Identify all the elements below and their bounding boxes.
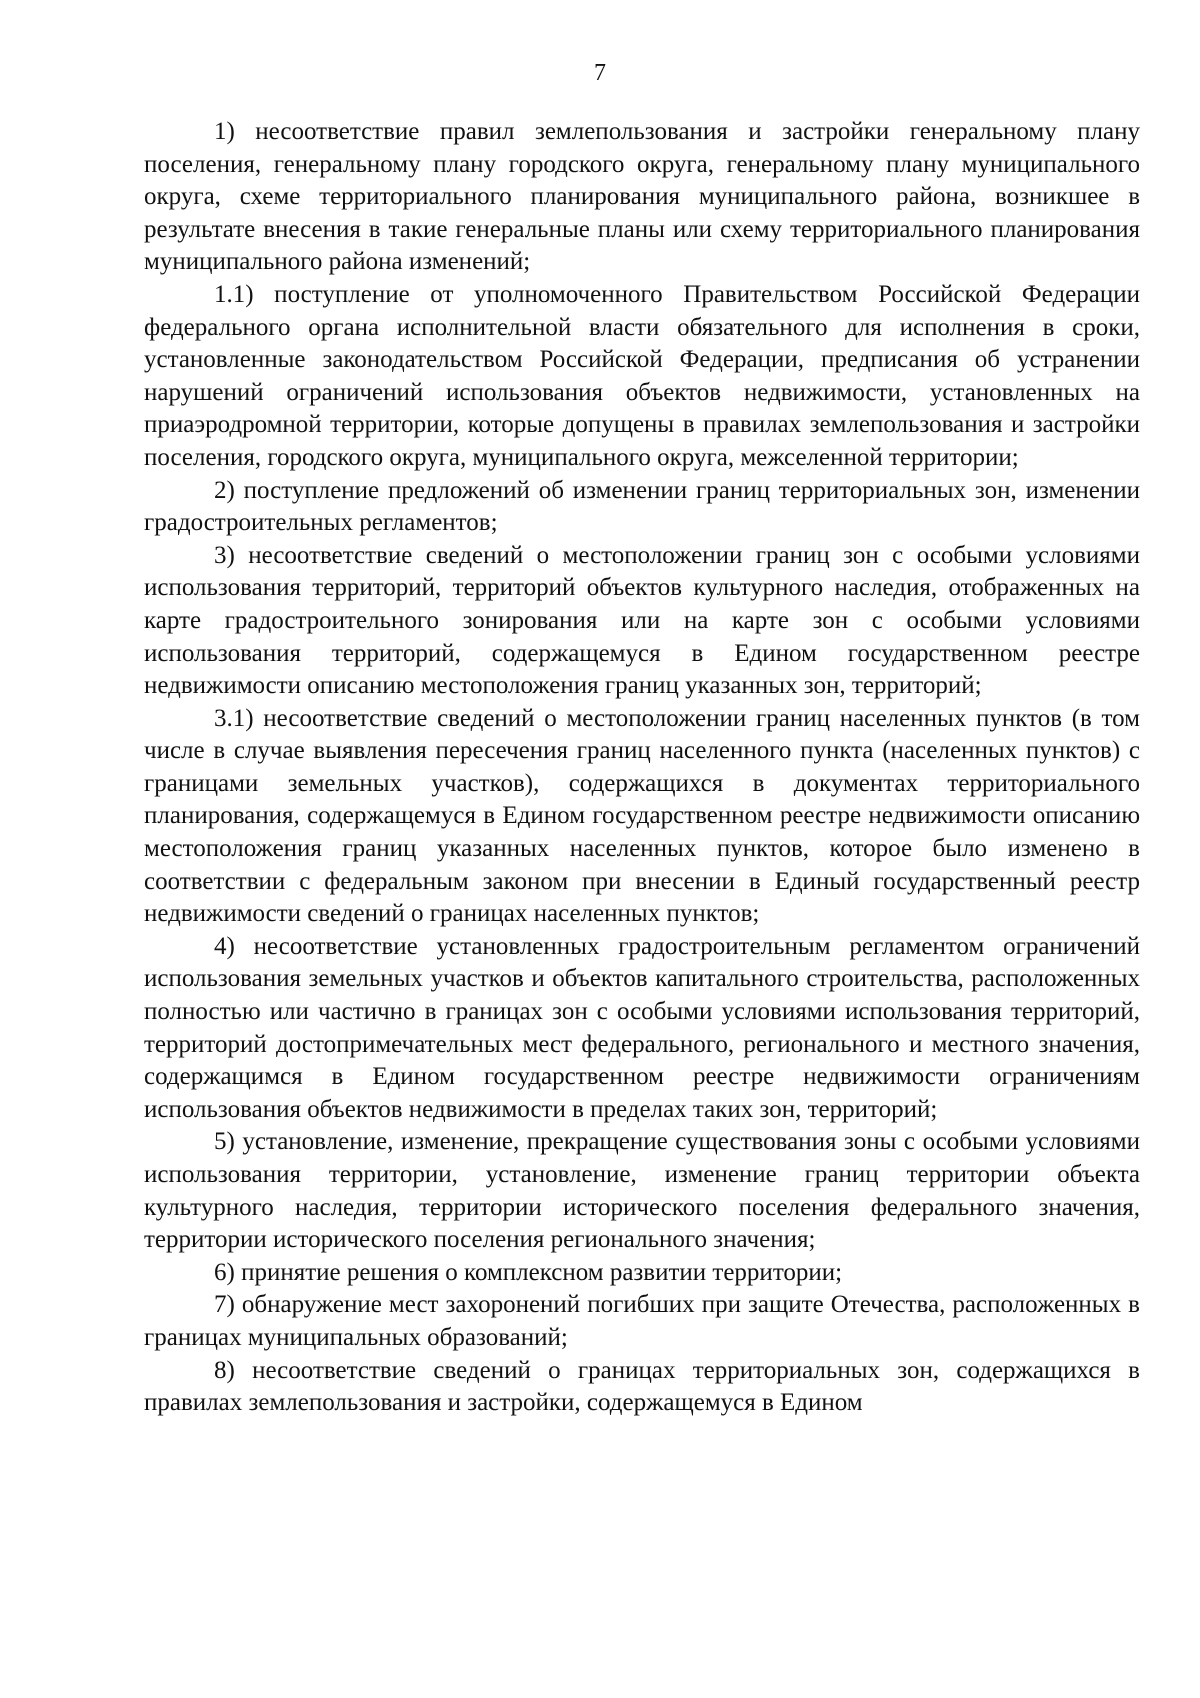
paragraph-item-8: 8) несоответствие сведений о границах территориальных зон, содержащихся в правилах землепользования и застройки, содержащемуся в Едином	[144, 1356, 1140, 1417]
paragraph-item-1-1: 1.1) поступление от уполномоченного Правительством Российской Федерации федерального органа исполнительной власти обязательного для исполнения в сроки, установленные законодательством Российской Федерации, предписания об устранении нарушений ограничений использования объектов недвижимости, установленных на приаэродромной территории, которые допущены в правилах землепользования и застройки поселения, городского округа, муниципального округа, межселенной территории;	[144, 280, 1140, 471]
paragraph-item-3: 3) несоответствие сведений о местоположении границ зон с особыми условиями использования территорий, территорий объектов культурного наследия, отображенных на карте градостроительного зонирования или на карте зон с особыми условиями использования территорий, содержащемуся в Едином государственном реестре недвижимости описанию местоположения границ указанных зон, территорий;	[144, 541, 1140, 700]
page-number: 7	[594, 60, 606, 86]
paragraph-item-4: 4) несоответствие установленных градостроительным регламентом ограничений использования земельных участков и объектов капитального строительства, расположенных полностью или частично в границах зон с особыми условиями использования территорий, территорий достопримечательных мест федерального, регионального и местного значения, содержащимся в Едином государственном реестре недвижимости ограничениям использования объектов недвижимости в пределах таких зон, территорий;	[144, 932, 1140, 1123]
paragraph-item-7: 7) обнаружение мест захоронений погибших при защите Отечества, расположенных в границах муниципальных образований;	[144, 1291, 1140, 1351]
paragraph-item-2: 2) поступление предложений об изменении границ территориальных зон, изменении градостроительных регламентов;	[144, 476, 1140, 537]
paragraph-item-5: 5) установление, изменение, прекращение существования зоны с особыми условиями использования территории, установление, изменение границ территории объекта культурного наследия, территории исторического поселения федерального значения, территории исторического поселения регионального значения;	[144, 1128, 1140, 1254]
paragraph-item-3-1: 3.1) несоответствие сведений о местоположении границ населенных пунктов (в том числе в случае выявления пересечения границ населенного пункта (населенных пунктов) с границами земельных участков), содержащихся в документах территориального планирования, содержащемуся в Едином государственном реестре недвижимости описанию местоположения границ указанных населенных пунктов, которое было изменено в соответствии с федеральным законом при внесении в Единый государственный реестр недвижимости сведений о границах населенных пунктов;	[144, 704, 1140, 928]
paragraph-item-6: 6) принятие решения о комплексном развитии территории;	[214, 1258, 843, 1286]
document-body	[144, 116, 1140, 1420]
paragraph-item-1: 1) несоответствие правил землепользования и застройки генеральному плану поселения, генеральному плану городского округа, генеральному плану муниципального округа, схеме территориального планирования муниципального района, возникшее в результате внесения в такие генеральные планы или схему территориального планирования муниципального района изменений;	[144, 118, 1140, 276]
